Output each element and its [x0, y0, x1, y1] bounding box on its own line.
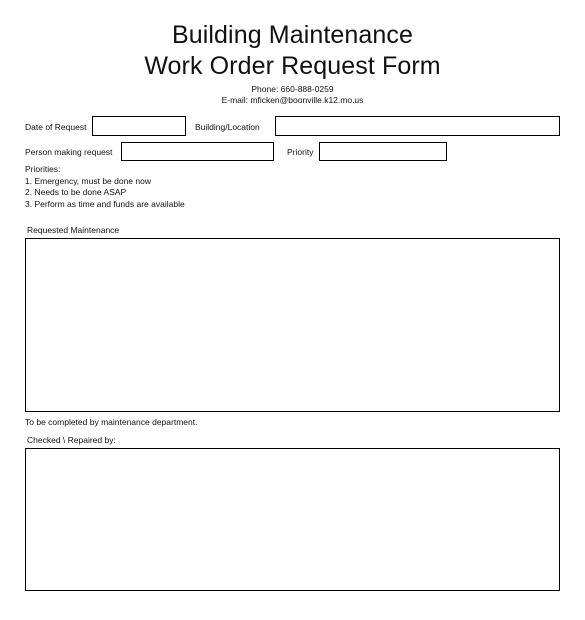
form-title-line2: Work Order Request Form [144, 52, 441, 80]
priorities-heading: Priorities: [25, 164, 61, 174]
priority-item: 2. Needs to be done ASAP [25, 187, 127, 197]
requested-maintenance-label: Requested Maintenance [27, 225, 120, 235]
priorities-list [25, 164, 185, 210]
building-location-field[interactable] [275, 116, 560, 136]
date-of-request-field[interactable] [92, 116, 186, 136]
priority-item: 3. Perform as time and funds are available [25, 198, 185, 209]
date-of-request-label: Date of Request [25, 122, 87, 132]
person-making-request-label: Person making request [25, 147, 113, 157]
department-note: To be completed by maintenance department. [25, 417, 198, 427]
priority-item: 1. Emergency, must be done now [25, 175, 151, 186]
form-title-line1: Building Maintenance [171, 21, 414, 49]
priority-field[interactable] [319, 142, 447, 161]
checked-repaired-field[interactable] [25, 448, 560, 591]
person-making-request-field[interactable] [121, 142, 274, 161]
priority-label: Priority [287, 147, 314, 157]
building-location-label: Building/Location [195, 122, 260, 132]
contact-phone: Phone: 660-888-0259 [251, 84, 334, 94]
requested-maintenance-field[interactable] [25, 238, 560, 412]
checked-repaired-label: Checked \ Repaired by: [27, 435, 116, 445]
contact-email: E-mail: mficken@boonville.k12.mo.us [221, 95, 364, 105]
